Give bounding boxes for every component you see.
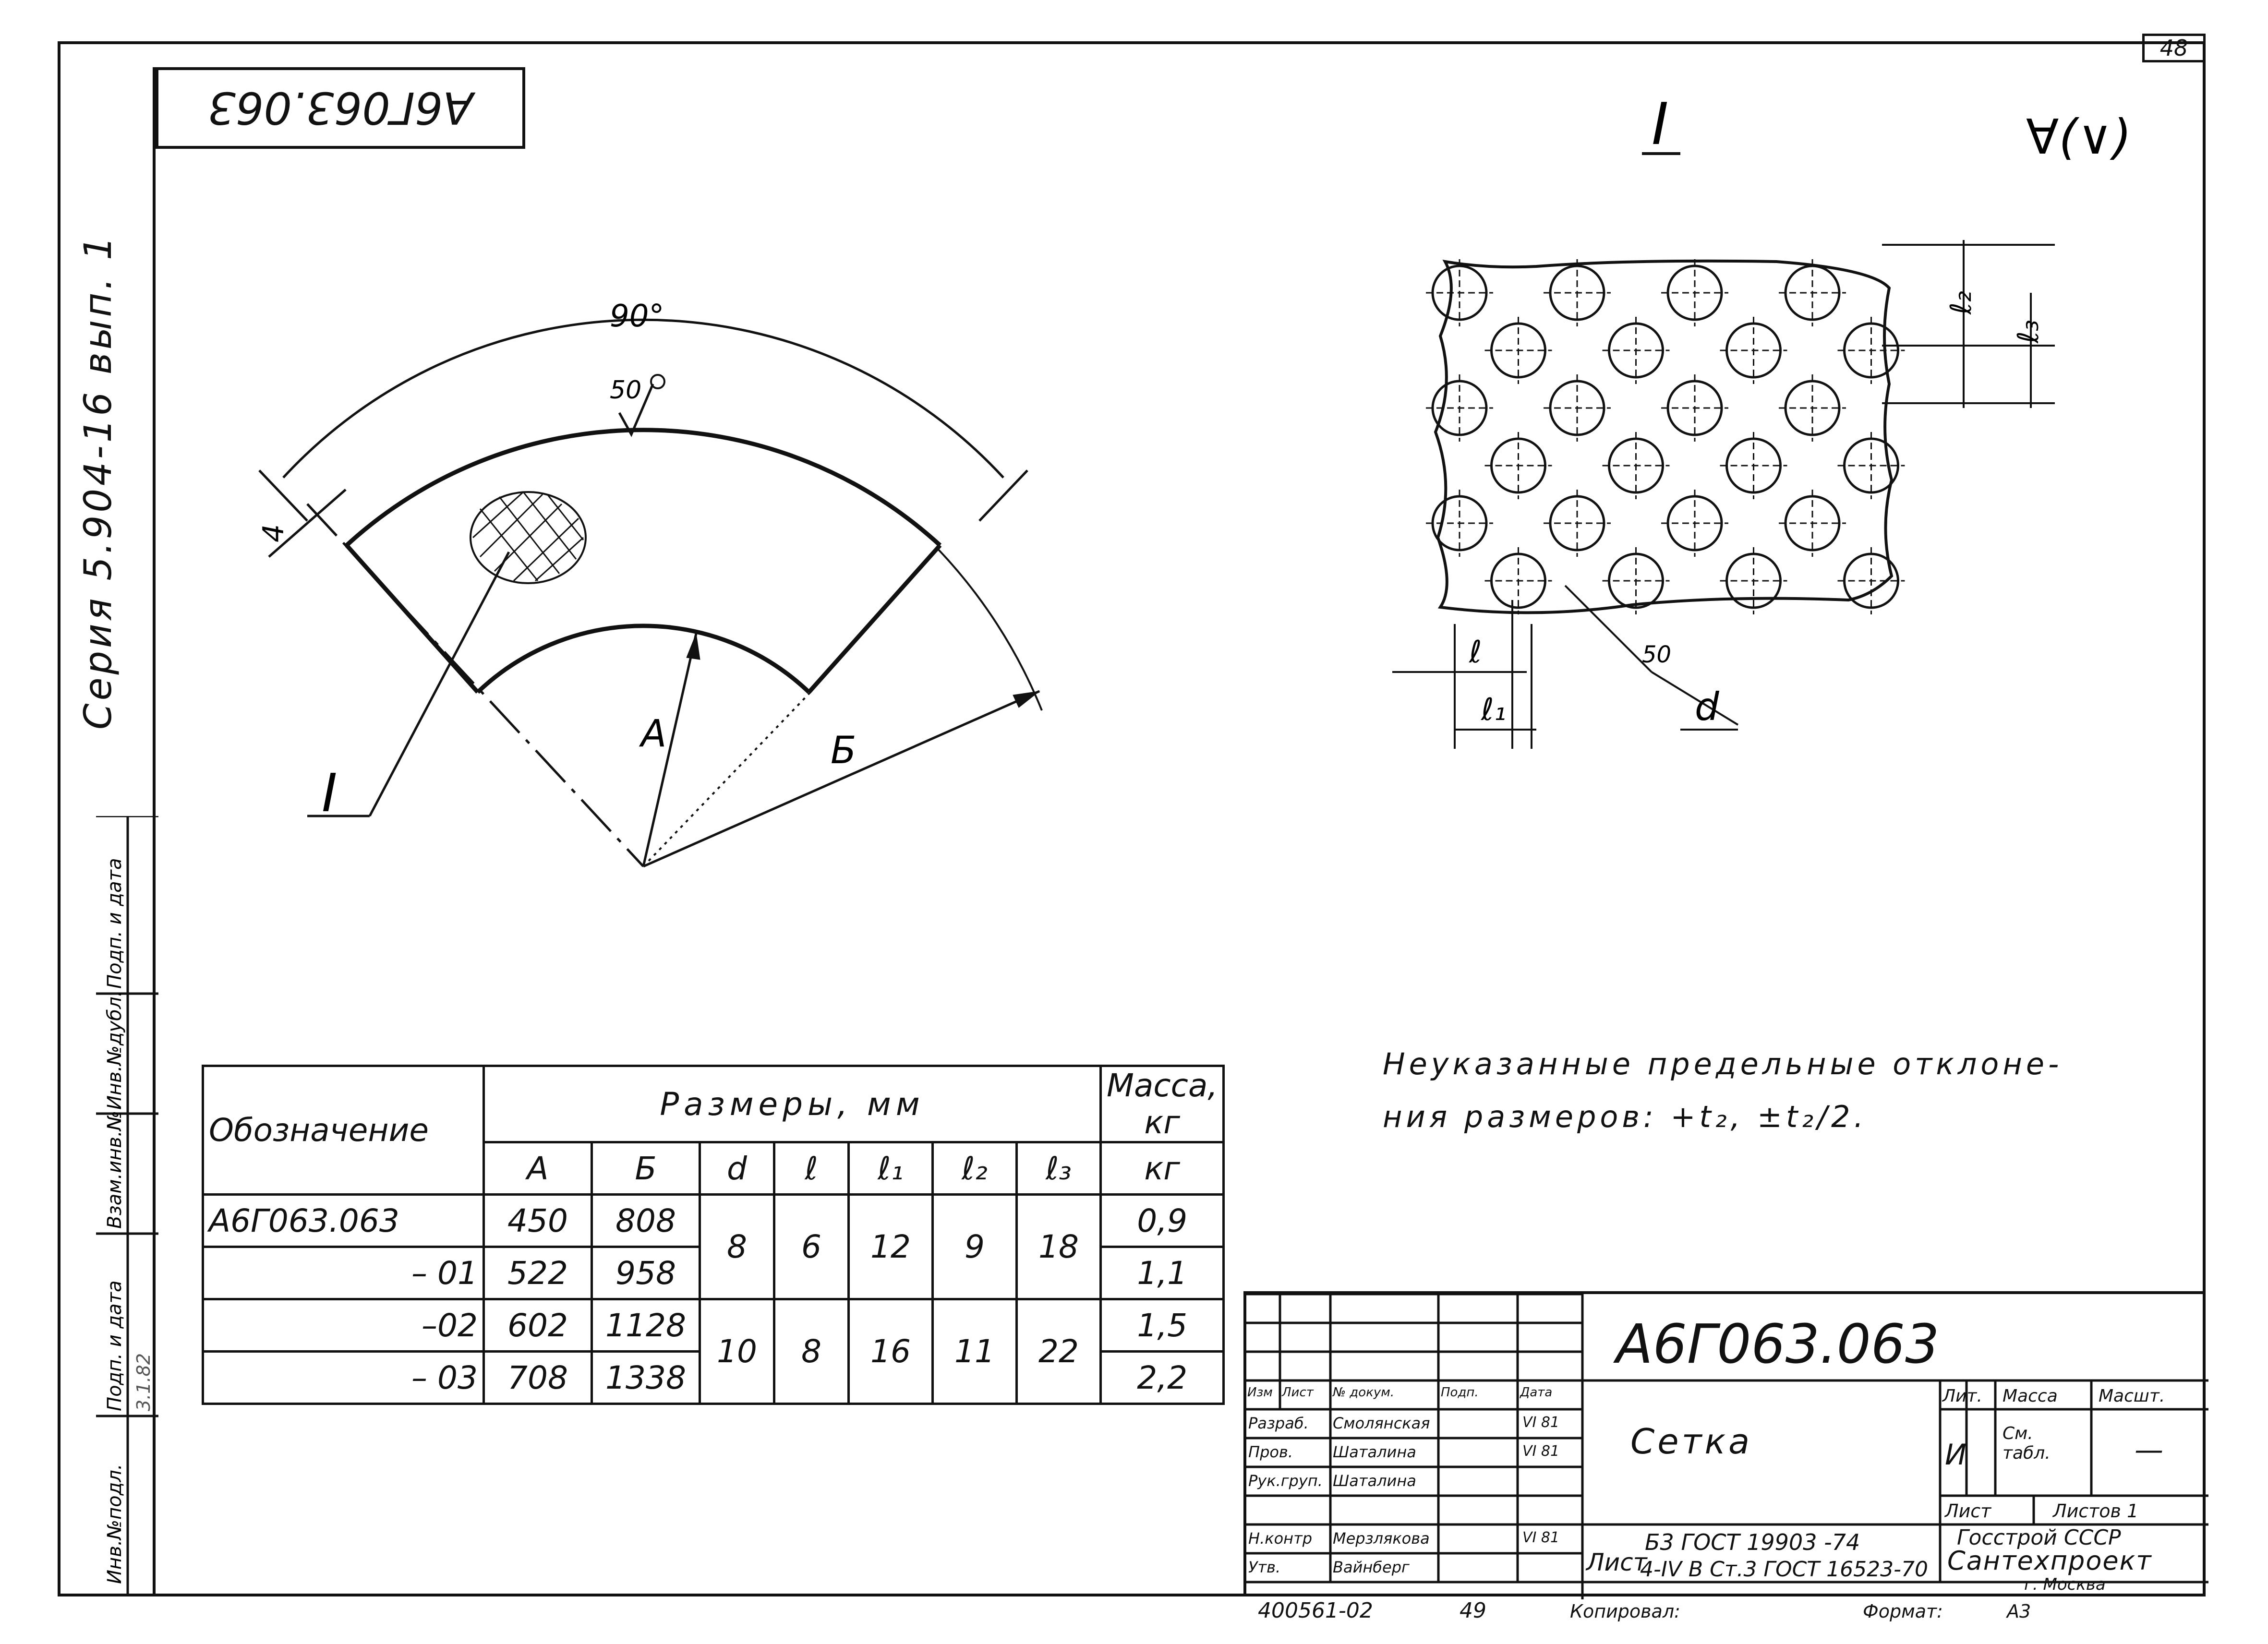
col-b: Б: [592, 1142, 700, 1195]
tb-material-line2: 4-IV В Ст.3 ГОСТ 16523-70: [1640, 1557, 1928, 1582]
tb-material-prefix: Лист: [1586, 1548, 1647, 1576]
margin-label-replace: Взам.инв.№: [104, 1110, 126, 1229]
title-block: [1243, 1291, 2206, 1596]
tb-scale-label: Масшт.: [2099, 1386, 2165, 1406]
col-l3: ℓ₃: [1017, 1142, 1101, 1195]
dim-l1: ℓ₁: [1481, 692, 1507, 728]
tb-role-name: Шаталина: [1333, 1443, 1416, 1461]
group-l1: 16: [849, 1299, 933, 1404]
tb-role-date: VI 81: [1522, 1443, 1560, 1460]
tb-scale-value: —: [2135, 1433, 2163, 1467]
tb-lit-label: Лит.: [1942, 1386, 1982, 1406]
row-a: 708: [484, 1352, 592, 1404]
group-l: 6: [774, 1195, 849, 1299]
margin-label-inv: Инв.№подл.: [104, 1464, 126, 1584]
margin-label-sign: Подп. и дата: [104, 1280, 126, 1411]
dim-d: d: [1695, 684, 1719, 729]
group-d: 10: [700, 1299, 774, 1404]
tb-hdr-izm: Изм: [1247, 1385, 1273, 1400]
angle-label: 90°: [610, 299, 664, 334]
row-a: 602: [484, 1299, 592, 1352]
tb-name: Сетка: [1630, 1421, 1753, 1462]
row-designation: – 01: [203, 1247, 484, 1299]
detail-title: I: [1652, 91, 1669, 158]
margin-signature: 3.1.82: [133, 1353, 154, 1411]
tb-designation: А6Г063.063: [1616, 1313, 1940, 1376]
footer-inv-number: 400561-02: [1258, 1598, 1373, 1623]
row-a: 450: [484, 1195, 592, 1247]
tb-mass-value: См. табл.: [2003, 1424, 2051, 1463]
group-l3: 18: [1017, 1195, 1101, 1299]
group-l: 8: [774, 1299, 849, 1404]
tb-role-name: Смолянская: [1333, 1414, 1430, 1432]
footer-format-value: А3: [2007, 1601, 2031, 1622]
row-designation: – 03: [203, 1352, 484, 1404]
tb-role: Разраб.: [1248, 1414, 1309, 1432]
dim-roughness: 50: [1642, 641, 1672, 668]
tb-org-line3: г. Москва: [2024, 1575, 2106, 1594]
detail-callout-label: I: [322, 762, 338, 824]
dim-l3: ℓ₃: [2012, 320, 2045, 343]
header-designation: Обозначение: [203, 1066, 484, 1195]
tb-mass-label: Масса: [2003, 1386, 2058, 1406]
tb-hdr-date: Дата: [1520, 1385, 1553, 1400]
tb-lit-value: И: [1945, 1438, 1966, 1472]
col-a: А: [484, 1142, 592, 1195]
row-b: 1128: [592, 1299, 700, 1352]
row-mass: 2,2: [1101, 1352, 1224, 1404]
row-designation: А6Г063.063: [203, 1195, 484, 1247]
tb-role-name: Мерзлякова: [1333, 1529, 1430, 1548]
tb-hdr-list: Лист: [1282, 1385, 1314, 1400]
thickness-label: 4: [257, 524, 290, 542]
radius-a-label: А: [641, 712, 667, 756]
tb-role: Пров.: [1248, 1443, 1293, 1461]
series-label: Серия 5.904-16 вып. 1: [77, 233, 120, 730]
designation-stamp-text: А6Г063.063: [207, 82, 473, 134]
table-row: [203, 1195, 1224, 1247]
tb-role: Утв.: [1248, 1558, 1281, 1576]
tb-sheet-label: Лист: [1945, 1500, 1991, 1522]
row-b: 808: [592, 1195, 700, 1247]
tolerance-note-line1: Неуказанные предельные отклоне-: [1383, 1046, 2063, 1081]
tb-hdr-doc: № докум.: [1333, 1385, 1395, 1400]
roughness-label: 50: [610, 376, 642, 405]
col-mass-unit: кг: [1101, 1142, 1224, 1195]
row-mass: 1,1: [1101, 1247, 1224, 1299]
tb-sheets-label: Листов 1: [2053, 1500, 2139, 1522]
dim-l2: ℓ₂: [1944, 291, 1978, 314]
radius-b-label: Б: [831, 729, 857, 772]
row-b: 1338: [592, 1352, 700, 1404]
row-mass: 0,9: [1101, 1195, 1224, 1247]
dim-l: ℓ: [1469, 635, 1482, 670]
group-l3: 22: [1017, 1299, 1101, 1404]
group-l2: 11: [933, 1299, 1017, 1404]
tolerance-note-line2: ния размеров: +t₂, ±t₂/2.: [1383, 1099, 1868, 1134]
tb-org-line2: Сантехпроект: [1947, 1546, 2152, 1576]
tb-role: Н.контр: [1248, 1529, 1313, 1548]
row-mass: 1,5: [1101, 1299, 1224, 1352]
tb-role-date: VI 81: [1522, 1529, 1560, 1546]
margin-label-dup: Инв.№дубл.: [104, 990, 126, 1110]
group-l2: 9: [933, 1195, 1017, 1299]
footer-copied: Копировал:: [1570, 1601, 1680, 1622]
tb-hdr-sign: Подп.: [1441, 1385, 1479, 1400]
col-l: ℓ: [774, 1142, 849, 1195]
col-l2: ℓ₂: [933, 1142, 1017, 1195]
col-d: d: [700, 1142, 774, 1195]
footer-page: 49: [1460, 1598, 1486, 1623]
sizes-table: [202, 1065, 1225, 1405]
header-sizes: Размеры, мм: [484, 1066, 1101, 1142]
table-row: [203, 1299, 1224, 1352]
roughness-mark: ∀(∨): [2026, 109, 2132, 165]
sheet-broken-edge: [1436, 261, 1892, 613]
tb-role-name: Шаталина: [1333, 1472, 1416, 1490]
footer-format: Формат:: [1863, 1601, 1943, 1622]
row-designation: –02: [203, 1299, 484, 1352]
header-mass: Масса, кг: [1101, 1066, 1224, 1142]
tb-role-name: Вайнберг: [1333, 1558, 1410, 1576]
row-a: 522: [484, 1247, 592, 1299]
group-l1: 12: [849, 1195, 933, 1299]
tb-material-line1: Б3 ГОСТ 19903 -74: [1645, 1529, 1860, 1555]
hole-pattern: [1426, 259, 1905, 614]
tb-org-line1: Госстрой СССР: [1957, 1525, 2121, 1550]
row-b: 958: [592, 1247, 700, 1299]
sheet-number: 48: [2142, 34, 2206, 62]
group-d: 8: [700, 1195, 774, 1299]
margin-label-sign2: Подп. и дата: [104, 858, 126, 989]
tb-role-date: VI 81: [1522, 1414, 1560, 1431]
col-l1: ℓ₁: [849, 1142, 933, 1195]
tb-role: Рук.груп.: [1248, 1472, 1323, 1490]
